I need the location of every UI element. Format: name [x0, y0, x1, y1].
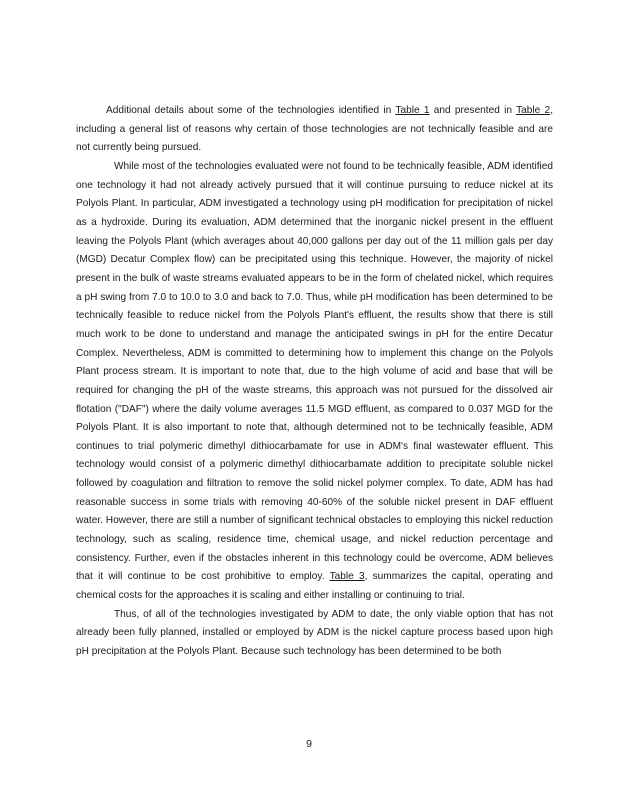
page-number: 9	[306, 738, 312, 750]
paragraph-1-text: and presented in	[429, 105, 517, 116]
paragraph-2	[76, 158, 553, 606]
body-text	[76, 102, 553, 662]
paragraph-1-text: Additional details about some of the technologies identified in	[106, 105, 396, 116]
table-1-reference[interactable]: Table 1	[395, 105, 430, 116]
paragraph-2-text: , summarizes the capital, operating and chemical costs for the approaches it is scaling and either installing or continuing to trial.	[76, 571, 553, 602]
paragraph-3-text: Thus, of all of the technologies investigated by ADM to date, the only viable option that has not already been fully planned, installed or employed by ADM is the nickel capture process based upon high pH precipitation at the Polyols Plant. Because such technology has been determined to be both	[76, 608, 553, 658]
paragraph-3	[76, 606, 553, 662]
paragraph-1-text: , including a general list of reasons why certain of those technologies are not technically feasible and are not currently being pursued.	[76, 105, 553, 154]
paragraph-2-text: While most of the technologies evaluated were not found to be technically feasible, ADM identified one technology it had not already actively pursued that it will continue pursuing to reduce nickel at its Polyols Plant. In particular, ADM investigated a technology using pH modification for precipitation of nickel as a hydroxide. During its evaluation, ADM determined that the inorganic nickel present in the effluent leaving the Polyols Plant (which averages about 40,000 gallons per day out of the 11 million gals per day (MGD) Decatur Complex flow) can be precipitated using this technique. However, the majority of nickel present in the bulk of waste streams evaluated appears to be in the form of chelated nickel, which requires a pH swing from 7.0 to 10.0 to 3.0 and back to 7.0. Thus, while pH modification has been determined to be technically feasible to reduce nickel from the Polyols Plant's effluent, the results show that there is still much work to be done to understand and manage the anticipated swings in pH for the entire Decatur Complex. Nevertheless, ADM is committed to determining how to implement this change on the Polyols Plant process stream. It is important to note that, due to the high volume of acid and base that will be required for changing the pH of the waste streams, this approach was not pursued for the dissolved air flotation ("DAF") where the daily volume averages 11.5 MGD effluent, as compared to 0.037 MGD for the Polyols Plant. It is also important to note that, although determined not to be technically feasible, ADM continues to trial polymeric dimethyl dithiocarbamate for use in ADM's final wastewater effluent. This technology would consist of a polymeric dimethyl dithiocarbamate addition to precipitate soluble nickel followed by coagulation and filtration to remove the solid nickel polymer complex. To date, ADM has had reasonable success in some trials with removing 40-60% of the soluble nickel present in DAF effluent water. However, there are still a number of significant technical obstacles to employing this nickel reduction technology, such as scaling, residence time, chemical usage, and nickel reduction percentage and consistency. Further, even if the obstacles inherent in this technology could be overcome, ADM believes that it will continue to be cost prohibitive to employ.	[76, 160, 553, 583]
paragraph-1	[76, 102, 553, 158]
table-2-reference[interactable]: Table 2	[516, 105, 551, 116]
table-3-reference[interactable]: Table 3	[329, 571, 365, 583]
